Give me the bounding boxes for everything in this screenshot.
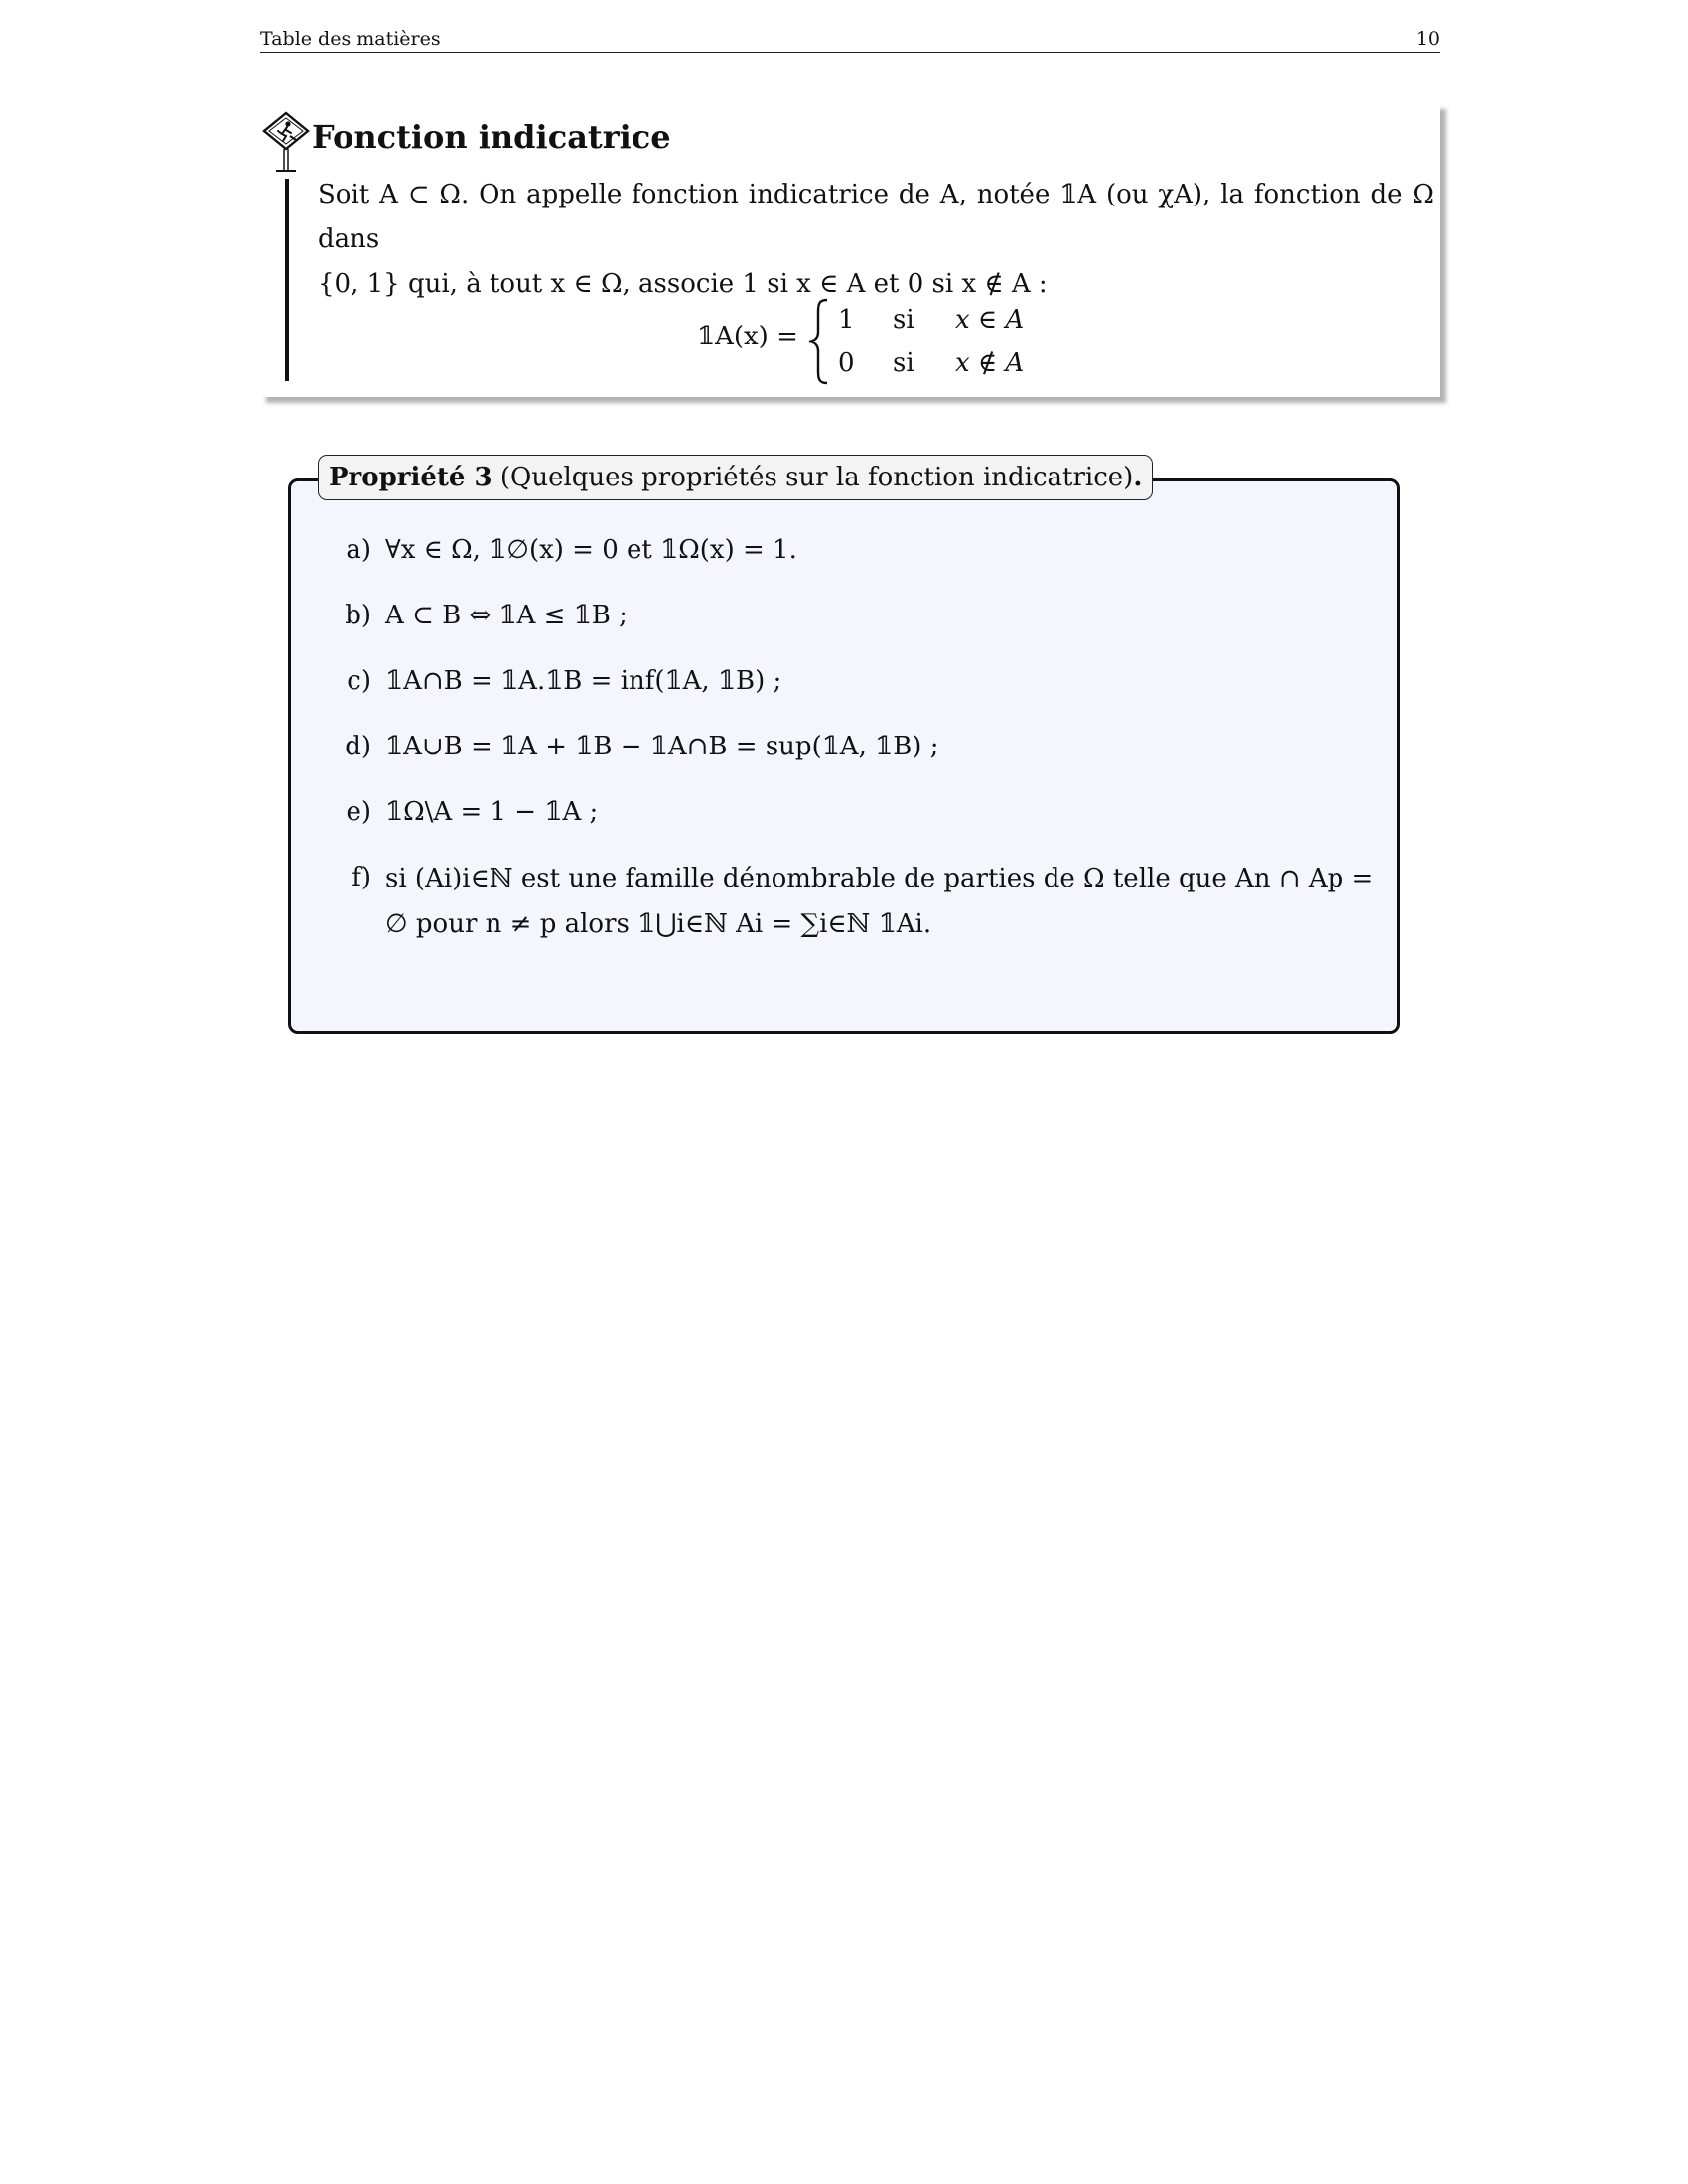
indicator-formula — [697, 298, 1094, 387]
definition-line-1: Soit A ⊂ Ω. On appelle fonction indicatrice de A, notée 𝟙A (ou χA), la fonction de Ω dans — [318, 180, 1434, 254]
item-text: 𝟙Ω\A = 1 − 𝟙A ; — [385, 797, 599, 827]
warning-sign-worker-icon — [260, 109, 312, 179]
item-label: e) — [346, 797, 371, 827]
formula-si: si — [893, 348, 914, 378]
header-title: Table des matières — [260, 28, 441, 50]
running-header — [260, 26, 1440, 53]
property-label: Propriété 3 — [329, 463, 492, 492]
formula-lhs: 𝟙A(x) = — [697, 322, 798, 351]
item-label: c) — [347, 666, 371, 696]
definition-line-2: {0, 1} qui, à tout x ∈ Ω, associe 1 si x ∈ A et 0 si x ∉ A : — [318, 269, 1048, 299]
formula-value: 1 — [838, 305, 855, 335]
property-caption: (Quelques propriétés sur la fonction indicatrice) — [499, 463, 1134, 492]
item-label: b) — [345, 601, 371, 630]
item-text: si (Ai)i∈ℕ est une famille dénombrable de parties de Ω telle que An ∩ Ap = ∅ pour n ≠ p alors 𝟙⋃i∈ℕ Ai = ∑i∈ℕ 𝟙Ai. — [385, 864, 1374, 939]
item-text: 𝟙A∪B = 𝟙A + 𝟙B − 𝟙A∩B = sup(𝟙A, 𝟙B) ; — [385, 732, 939, 761]
formula-condition: x ∉ A — [955, 348, 1025, 378]
item-label: a) — [346, 535, 371, 565]
definition-text — [318, 173, 1434, 307]
formula-si: si — [893, 305, 914, 335]
formula-value: 0 — [838, 348, 855, 378]
definition-title: Fonction indicatrice — [312, 118, 671, 156]
left-brace-icon — [805, 298, 831, 385]
page-number: 10 — [1415, 28, 1440, 50]
property-heading: Propriété 3 (Quelques propriétés sur la fonction indicatrice). — [318, 455, 1153, 500]
formula-condition: x ∈ A — [955, 305, 1025, 335]
item-text: ∀x ∈ Ω, 𝟙∅(x) = 0 et 𝟙Ω(x) = 1. — [385, 535, 797, 565]
item-label: d) — [345, 732, 371, 761]
item-text: A ⊂ B ⇔ 𝟙A ≤ 𝟙B ; — [385, 601, 628, 630]
item-label: f) — [352, 863, 371, 892]
definition-box — [260, 103, 1440, 397]
definition-side-bar — [285, 179, 289, 381]
item-text: 𝟙A∩B = 𝟙A.𝟙B = inf(𝟙A, 𝟙B) ; — [385, 666, 782, 696]
